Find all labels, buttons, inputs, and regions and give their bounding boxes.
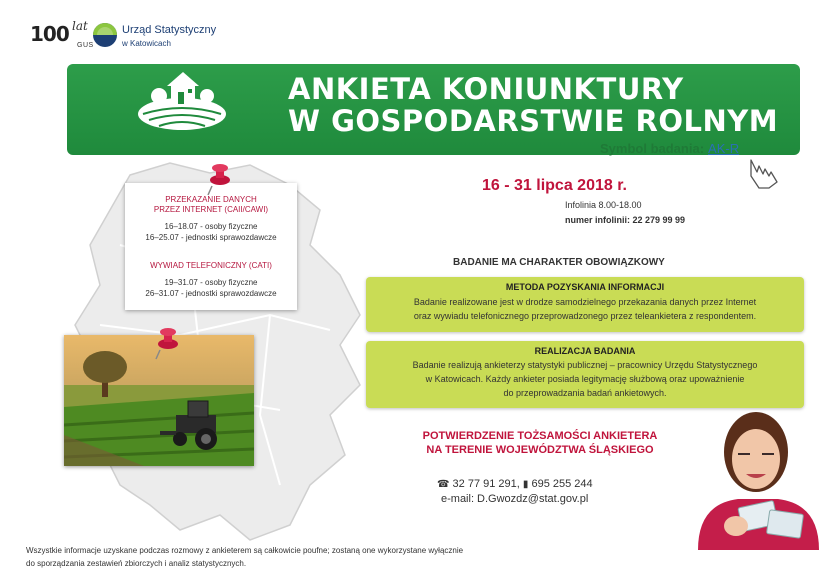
gus-100-logo bbox=[30, 18, 94, 52]
realization-line2: w Katowicach. Każdy ankieter posiada legitymację służbową oraz upoważnienie bbox=[425, 374, 745, 384]
survey-dates: 16 - 31 lipca 2018 r. bbox=[482, 177, 627, 194]
title-line1: ANKIETA KONIUNKTURY bbox=[288, 72, 684, 106]
phone-row1: 19–31.07 - osoby fizyczne bbox=[164, 278, 258, 287]
title-line2: W GOSPODARSTWIE ROLNYM bbox=[288, 104, 779, 138]
internet-title-line2: PRZEZ INTERNET (CAII/CAWI) bbox=[153, 205, 269, 214]
method-box bbox=[366, 277, 804, 332]
confidentiality-line2: do sporządzania zestawień zbiorczych i analiz statystycznych. bbox=[26, 559, 247, 568]
phone-title: WYWIAD TELEFONICZNY (CATI) bbox=[150, 261, 272, 270]
contact-email[interactable]: e-mail: D.Gwozdz@stat.gov.pl bbox=[441, 493, 589, 505]
contact-phones bbox=[437, 478, 593, 490]
channels-note-card bbox=[125, 183, 297, 310]
method-heading: METODA POZYSKANIA INFORMACJI bbox=[505, 282, 665, 292]
realization-line1: Badanie realizują ankieterzy statystyki publicznej – pracownicy Urzędu Statystycznego bbox=[412, 360, 758, 370]
internet-title-line1: PRZEKAZANIE DANYCH bbox=[165, 195, 257, 204]
method-line2: oraz wywiadu telefonicznego przeprowadzonego przez teleankietera z respondentem. bbox=[413, 311, 757, 321]
realization-box bbox=[366, 341, 804, 408]
pointing-hand-icon bbox=[743, 156, 783, 190]
anniversary-number: 100 bbox=[30, 22, 69, 46]
house-field-icon bbox=[135, 66, 229, 132]
internet-row1: 16–18.07 - osoby fizyczne bbox=[164, 222, 258, 231]
mobile-phone-icon: ▮ bbox=[522, 479, 529, 490]
office-logo-icon bbox=[92, 22, 118, 48]
phone-row2: 26–31.07 - jednostki sprawozdawcze bbox=[145, 289, 277, 298]
anniversary-suffix: lat bbox=[72, 19, 88, 33]
mobile-number[interactable]: 695 255 244 bbox=[531, 478, 593, 490]
realization-line3: do przeprowadzania badań ankietowych. bbox=[503, 388, 667, 398]
hotline-hours: Infolinia 8.00-18.00 bbox=[565, 200, 642, 210]
confirmation-title-line1: POTWIERDZENIE TOŻSAMOŚCI ANKIETERA bbox=[422, 430, 658, 442]
office-logo bbox=[92, 20, 232, 54]
photo-push-pin-icon bbox=[154, 326, 180, 360]
survey-symbol-label: Symbol badania: bbox=[600, 141, 705, 156]
interviewer-photo bbox=[678, 404, 819, 550]
anniversary-org: GUS bbox=[77, 42, 94, 49]
method-line1: Badanie realizowane jest w drodze samodzielnego przekazania danych przez Internet bbox=[413, 297, 757, 307]
phone-icon: ☎ bbox=[437, 479, 450, 490]
internet-row2: 16–25.07 - jednostki sprawozdawcze bbox=[145, 233, 277, 242]
hotline-number: numer infolinii: 22 279 99 99 bbox=[565, 215, 686, 225]
survey-symbol bbox=[600, 141, 739, 156]
realization-heading: REALIZACJA BADANIA bbox=[534, 346, 636, 356]
landline-number[interactable]: 32 77 91 291, bbox=[452, 478, 520, 490]
confidentiality-line1: Wszystkie informacje uzyskane podczas rozmowy z ankieterem są całkowicie poufne; zostaną one wykorzystane wyłącznie bbox=[26, 546, 464, 555]
office-name-line2: w Katowicach bbox=[122, 39, 171, 48]
survey-symbol-code[interactable]: AK-R bbox=[708, 141, 740, 156]
office-name-line1: Urząd Statystyczny bbox=[122, 24, 217, 36]
mandatory-notice: BADANIE MA CHARAKTER OBOWIĄZKOWY bbox=[453, 257, 665, 268]
confirmation-title-line2: NA TERENIE WOJEWÓDZTWA ŚLĄSKIEGO bbox=[426, 444, 654, 456]
push-pin-icon bbox=[206, 162, 232, 196]
